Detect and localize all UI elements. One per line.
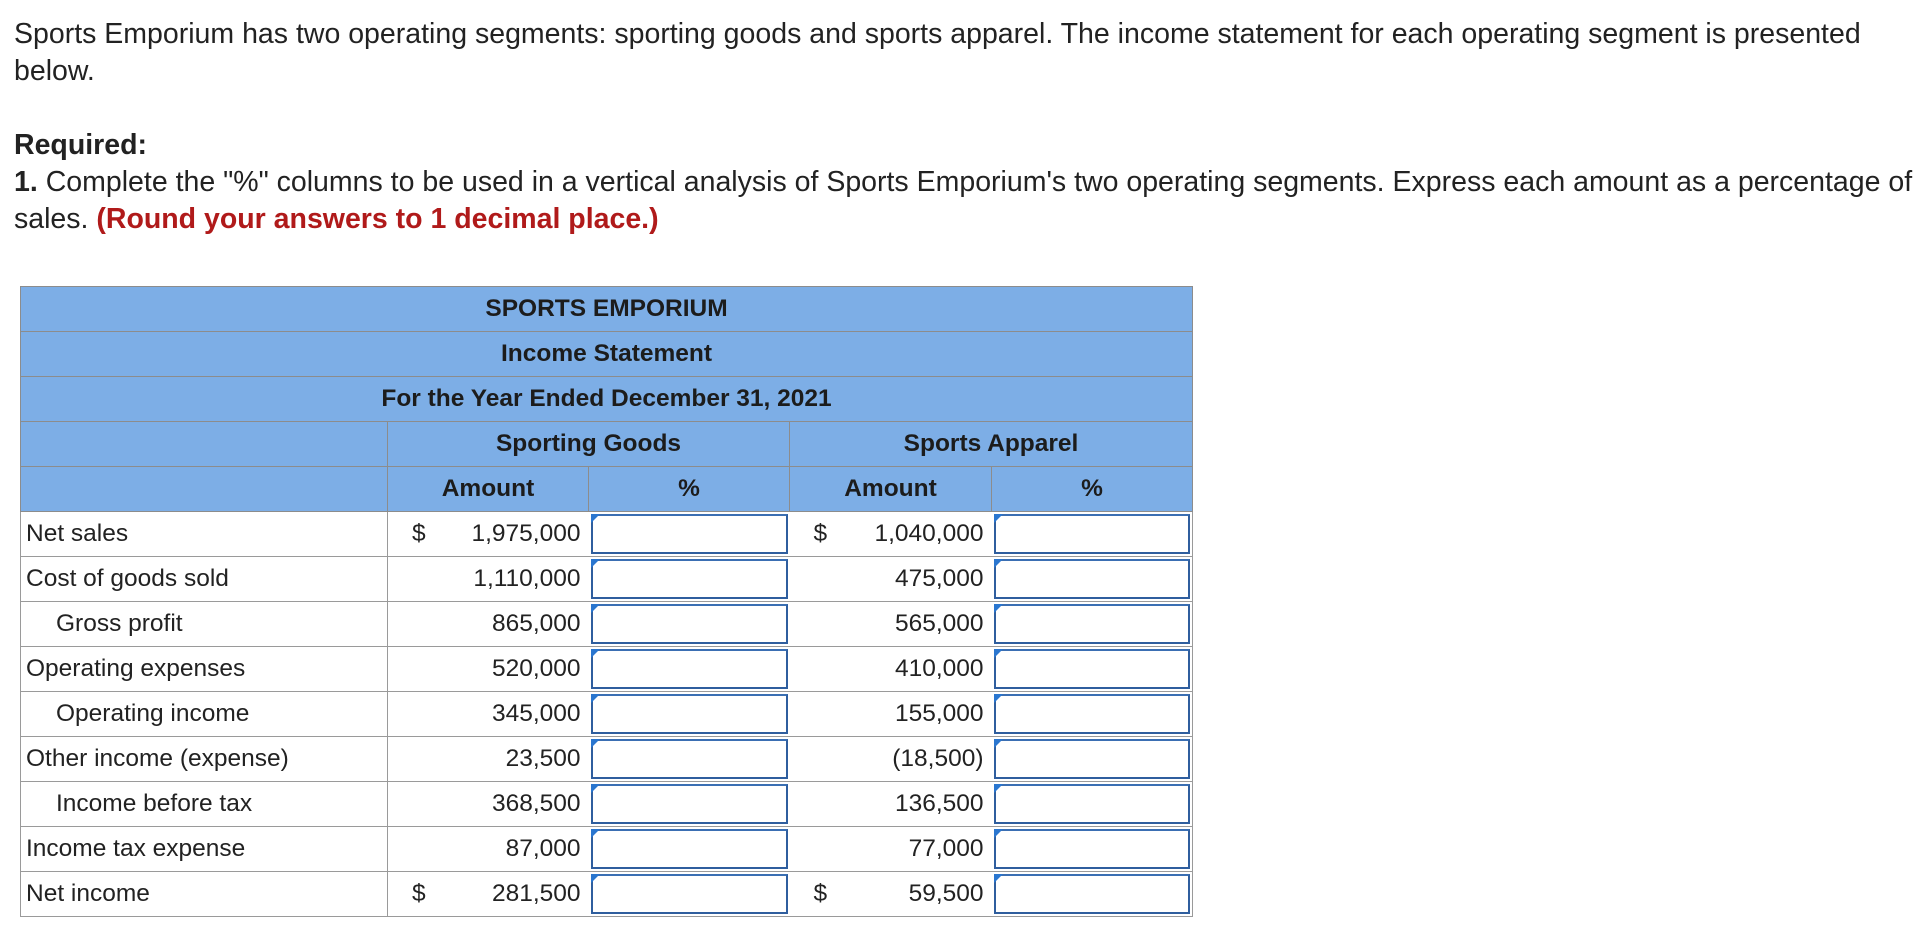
problem-intro: [14, 16, 1914, 90]
required-item-1: [14, 164, 1914, 238]
required-section: [14, 127, 1914, 238]
row-label: Operating expenses: [21, 647, 388, 692]
sporting-goods-amount: [388, 512, 589, 557]
company-row: [21, 287, 1193, 332]
sporting-goods-gross-profit-percent-input[interactable]: [591, 604, 788, 644]
sporting-goods-amount: 865,000: [388, 602, 589, 647]
statement-title: Income Statement: [21, 332, 1193, 377]
sporting-goods-other-income-percent-input[interactable]: [591, 739, 788, 779]
sports-apparel-percent-cell: [992, 692, 1193, 737]
sporting-goods-percent-cell: [589, 782, 790, 827]
sporting-goods-percent-header: %: [589, 467, 790, 512]
row-net-sales: [21, 512, 1193, 557]
sporting-goods-percent-cell: [589, 737, 790, 782]
sporting-goods-amount: [388, 872, 589, 917]
sporting-goods-amount-header: Amount: [388, 467, 589, 512]
sports-apparel-percent-header: %: [992, 467, 1193, 512]
sports-apparel-cogs-percent-input[interactable]: [994, 559, 1191, 599]
row-income-tax-expense: [21, 827, 1193, 872]
sports-apparel-percent-cell: [992, 872, 1193, 917]
sports-apparel-net-income-percent-input[interactable]: [994, 874, 1191, 914]
sporting-goods-percent-cell: [589, 872, 790, 917]
row-label: Operating income: [21, 692, 388, 737]
row-other-income-expense: [21, 737, 1193, 782]
sports-apparel-income-tax-percent-input[interactable]: [994, 829, 1191, 869]
sports-apparel-gross-profit-percent-input[interactable]: [994, 604, 1191, 644]
sporting-goods-amount: 1,110,000: [388, 557, 589, 602]
rounding-note: (Round your answers to 1 decimal place.): [96, 203, 659, 235]
sports-apparel-amount: 136,500: [790, 782, 992, 827]
income-statement-table: [20, 286, 1193, 917]
sports-apparel-percent-cell: [992, 647, 1193, 692]
row-gross-profit: [21, 602, 1193, 647]
row-operating-income: [21, 692, 1193, 737]
sporting-goods-amount: 368,500: [388, 782, 589, 827]
sports-apparel-income-before-tax-percent-input[interactable]: [994, 784, 1191, 824]
required-item-text: Complete the "%" columns to be used in a vertical analysis of Sports Emporium's two operating segments. Express each amount as a percentage of sales.: [14, 166, 1913, 235]
sports-apparel-amount: 155,000: [790, 692, 992, 737]
sports-apparel-percent-cell: [992, 602, 1193, 647]
sporting-goods-amount: 87,000: [388, 827, 589, 872]
sporting-goods-income-tax-percent-input[interactable]: [591, 829, 788, 869]
row-income-before-tax: [21, 782, 1193, 827]
sports-apparel-percent-cell: [992, 737, 1193, 782]
sporting-goods-percent-cell: [589, 512, 790, 557]
sporting-goods-income-before-tax-percent-input[interactable]: [591, 784, 788, 824]
row-label: Income tax expense: [21, 827, 388, 872]
sporting-goods-amount: 520,000: [388, 647, 589, 692]
currency-symbol: $: [813, 520, 828, 547]
sporting-goods-net-sales-percent-input[interactable]: [591, 514, 788, 554]
row-label: Income before tax: [21, 782, 388, 827]
sports-apparel-percent-cell: [992, 827, 1193, 872]
row-label: Other income (expense): [21, 737, 388, 782]
sports-apparel-amount: 565,000: [790, 602, 992, 647]
sports-apparel-percent-cell: [992, 557, 1193, 602]
amount-value: 1,040,000: [874, 520, 984, 547]
sporting-goods-percent-cell: [589, 827, 790, 872]
sports-apparel-amount: 77,000: [790, 827, 992, 872]
sporting-goods-operating-expenses-percent-input[interactable]: [591, 649, 788, 689]
row-label: Net income: [21, 872, 388, 917]
sports-apparel-percent-cell: [992, 782, 1193, 827]
sporting-goods-amount: 23,500: [388, 737, 589, 782]
segment-header-row: [21, 422, 1193, 467]
sporting-goods-percent-cell: [589, 692, 790, 737]
sports-apparel-operating-income-percent-input[interactable]: [994, 694, 1191, 734]
amount-value: 281,500: [491, 880, 581, 907]
currency-symbol: $: [412, 880, 426, 907]
row-label: Cost of goods sold: [21, 557, 388, 602]
title-row: [21, 332, 1193, 377]
row-label: Gross profit: [21, 602, 388, 647]
row-operating-expenses: [21, 647, 1193, 692]
column-header-blank: [21, 467, 388, 512]
sporting-goods-cogs-percent-input[interactable]: [591, 559, 788, 599]
sports-apparel-other-income-percent-input[interactable]: [994, 739, 1191, 779]
required-item-number: 1.: [14, 166, 38, 198]
sporting-goods-percent-cell: [589, 557, 790, 602]
segment-sporting-goods-header: Sporting Goods: [388, 422, 790, 467]
intro-text: Sports Emporium has two operating segments: sporting goods and sports apparel. The income statement for each operating segment is presented below.: [14, 18, 1861, 87]
row-net-income: [21, 872, 1193, 917]
sports-apparel-amount: [790, 512, 992, 557]
statement-period: For the Year Ended December 31, 2021: [21, 377, 1193, 422]
sporting-goods-operating-income-percent-input[interactable]: [591, 694, 788, 734]
sports-apparel-amount: 475,000: [790, 557, 992, 602]
currency-symbol: $: [813, 880, 828, 907]
company-name: SPORTS EMPORIUM: [21, 287, 1193, 332]
sporting-goods-amount: 345,000: [388, 692, 589, 737]
sports-apparel-percent-cell: [992, 512, 1193, 557]
amount-value: 1,975,000: [471, 520, 581, 547]
row-label: Net sales: [21, 512, 388, 557]
sporting-goods-percent-cell: [589, 602, 790, 647]
row-cost-of-goods-sold: [21, 557, 1193, 602]
currency-symbol: $: [412, 520, 426, 547]
sports-apparel-amount: 410,000: [790, 647, 992, 692]
sports-apparel-amount-header: Amount: [790, 467, 992, 512]
sports-apparel-net-sales-percent-input[interactable]: [994, 514, 1191, 554]
segment-header-blank: [21, 422, 388, 467]
required-heading: Required:: [14, 129, 148, 161]
sports-apparel-amount: [790, 872, 992, 917]
column-header-row: [21, 467, 1193, 512]
sports-apparel-operating-expenses-percent-input[interactable]: [994, 649, 1191, 689]
sporting-goods-net-income-percent-input[interactable]: [591, 874, 788, 914]
amount-value: 59,500: [908, 880, 984, 907]
sporting-goods-percent-cell: [589, 647, 790, 692]
segment-sports-apparel-header: Sports Apparel: [790, 422, 1193, 467]
period-row: [21, 377, 1193, 422]
sports-apparel-amount: (18,500): [790, 737, 992, 782]
